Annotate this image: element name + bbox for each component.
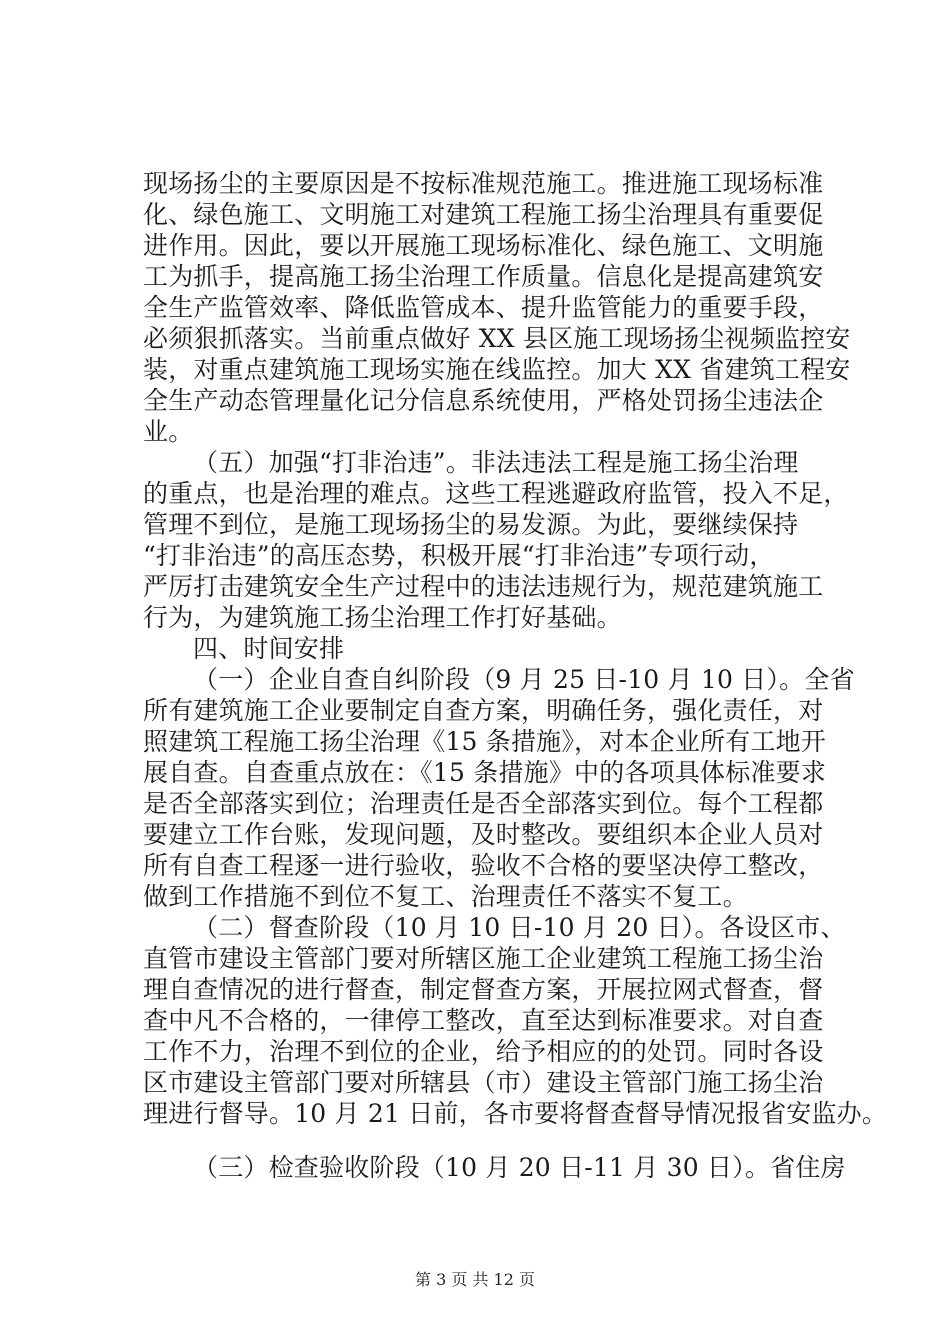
text-line: “打非治违”的高压态势，积极开展“打非治违”专项行动，: [143, 541, 775, 570]
section-heading-schedule: 四、时间安排: [193, 634, 345, 663]
section-heading-one: （一）企业自查自纠阶段（9 月 25 日-10 月 10 日）。全省: [193, 665, 855, 694]
page-number-footer: 第 3 页 共 12 页: [415, 1270, 535, 1289]
text-line: 做到工作措施不到位不复工、治理责任不落实不复工。: [143, 882, 748, 911]
text-line: 全生产监管效率、降低监管成本、提升监管能力的重要手段，: [143, 293, 824, 322]
text-line: 现场扬尘的主要原因是不按标准规范施工。推进施工现场标准: [143, 169, 824, 198]
text-line: 工为抓手，提高施工扬尘治理工作质量。信息化是提高建筑安: [143, 262, 824, 291]
text-line: 管理不到位，是施工现场扬尘的易发源。为此，要继续保持: [143, 510, 799, 539]
text-line: 化、绿色施工、文明施工对建筑工程施工扬尘治理具有重要促: [143, 200, 824, 229]
text-line: 展自查。自查重点放在：《15 条措施》中的各项具体标准要求: [143, 758, 827, 787]
text-line: 理进行督导。10 月 21 日前，各市要将督查督导情况报省安监办。: [143, 1099, 888, 1128]
text-line: 查中凡不合格的，一律停工整改，直至达到标准要求。对自查: [143, 1006, 824, 1035]
text-line: 全生产动态管理量化记分信息系统使用，严格处罚扬尘违法企: [143, 386, 824, 415]
text-line: 区市建设主管部门要对所辖县（市）建设主管部门施工扬尘治: [143, 1068, 824, 1097]
text-line: 理自查情况的进行督查，制定督查方案，开展拉网式督查，督: [143, 975, 824, 1004]
text-line: 直管市建设主管部门要对所辖区施工企业建筑工程施工扬尘治: [143, 944, 824, 973]
section-heading-three: （三）检查验收阶段（10 月 20 日-11 月 30 日）。省住房: [193, 1153, 846, 1182]
text-line: 必须狠抓落实。当前重点做好 XX 县区施工现场扬尘视频监控安: [143, 324, 851, 353]
text-line: 照建筑工程施工扬尘治理《15 条措施》，对本企业所有工地开: [143, 727, 827, 756]
text-line: 行为，为建筑施工扬尘治理工作打好基础。: [143, 603, 622, 632]
text-line: 工作不力，治理不到位的企业，给予相应的的处罚。同时各设: [143, 1037, 824, 1066]
text-line: 是否全部落实到位；治理责任是否全部落实到位。每个工程都: [143, 789, 824, 818]
text-line: 所有自查工程逐一进行验收，验收不合格的要坚决停工整改，: [143, 851, 824, 880]
section-heading-two: （二）督查阶段（10 月 10 日-10 月 20 日）。各设区市、: [193, 913, 846, 942]
text-line: 进作用。因此，要以开展施工现场标准化、绿色施工、文明施: [143, 231, 824, 260]
document-body: [143, 168, 888, 1183]
text-line: 的重点，也是治理的难点。这些工程逃避政府监管，投入不足，: [143, 479, 849, 508]
text-line: 要建立工作台账，发现问题，及时整改。要组织本企业人员对: [143, 820, 824, 849]
text-line: 业。: [143, 417, 194, 446]
section-heading-five: （五）加强“打非治违”。非法违法工程是施工扬尘治理: [193, 448, 799, 477]
text-line: 严厉打击建筑安全生产过程中的违法违规行为，规范建筑施工: [143, 572, 824, 601]
text-line: 所有建筑施工企业要制定自查方案，明确任务，强化责任，对: [143, 696, 824, 725]
text-line: 装，对重点建筑施工现场实施在线监控。加大 XX 省建筑工程安: [143, 355, 851, 384]
